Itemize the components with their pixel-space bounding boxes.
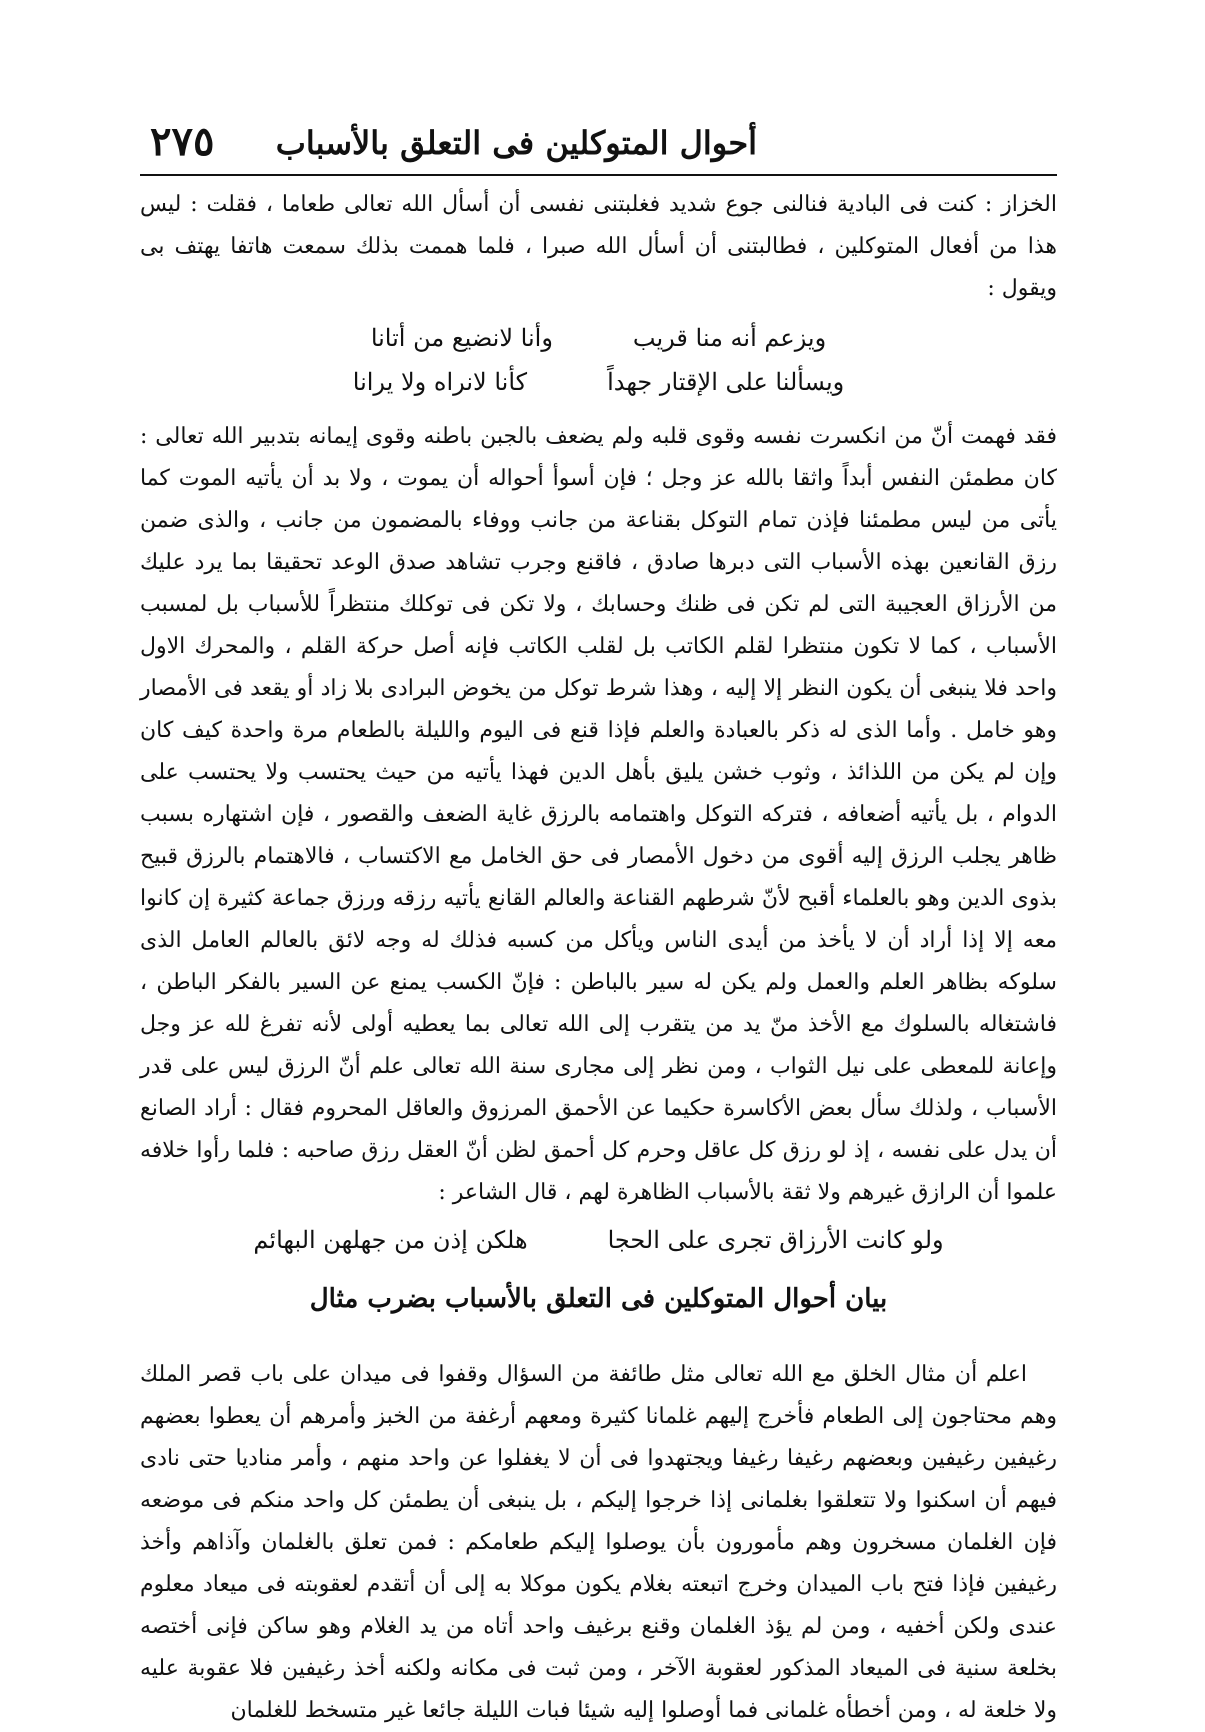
paragraph-2: فقد فهمت أنّ من انكسرت نفسه وقوى قلبه ولم يضعف بالجبن باطنه وقوى إيمانه بتدبير الله تعالى : كان مطمئن النفس أبداً واثقا بالله عز وجل ؛ فإن أسوأ أحواله أن يموت ، ولا بد أن يأتيه الموت كما يأتى من ليس مطمئنا فإذن تمام التوكل بقناعة من جانب ووفاء بالمضمون من جانب ، والذى ضمن رزق القانعين بهذه الأسباب التى دبرها صادق ، فاقنع وجرب تشاهد صدق الوعد تحقيقا بما يرد عليك من الأرزاق العجيبة التى لم تكن فى ظنك وحسابك ، ولا تكن فى توكلك منتظراً للأسباب بل لمسبب الأسباب ، كما لا تكون منتظرا لقلم الكاتب بل لقلب الكاتب فإنه أصل حركة القلم ، والمحرك الاول واحد فلا ينبغى أن يكون النظر إلا إليه ، وهذا شرط توكل من يخوض البرادى بلا زاد أو يقعد فى الأمصار وهو خامل . وأما الذى له ذكر بالعبادة والعلم فإذا قنع فى اليوم والليلة بالطعام مرة واحدة كيف كان وإن لم يكن من اللذائذ ، وثوب خشن يليق بأهل الدين فهذا يأتيه من حيث يحتسب ولا يحتسب على الدوام ، بل يأتيه أضعافه ، فتركه التوكل واهتمامه بالرزق غاية الضعف والقصور ، فإن اشتهاره بسبب ظاهر يجلب الرزق إليه أقوى من دخول الأمصار فى حق الخامل مع الاكتساب ، فالاهتمام بالرزق قبيح بذوى الدين وهو بالعلماء أقبح لأنّ شرطهم القناعة والعالم القانع يأتيه رزقه ورزق جماعة كثيرة إن كانوا معه إلا إذا أراد أن لا يأخذ من أيدى الناس ويأكل من كسبه فذلك له وجه لائق بالعالم العامل الذى سلوكه بظاهر العلم والعمل ولم يكن له سير بالباطن : فإنّ الكسب يمنع عن السير بالفكر الباطن ، فاشتغاله بالسلوك مع الأخذ منّ يد من يتقرب إلى الله تعالى بما يعطيه أولى لأنه تفرغ لله عز وجل وإعانة للمعطى على نيل الثواب ، ومن نظر إلى مجارى سنة الله تعالى علم أنّ الرزق ليس على قدر الأسباب ، ولذلك سأل بعض الأكاسرة حكيما عن الأحمق المرزوق والعاقل المحروم فقال : أراد الصانع أن يدل على نفسه ، إذ لو رزق كل عاقل وحرم كل أحمق لظن أنّ العقل رزق صاحبه : فلما رأوا خلافه علموا أن الرازق غيرهم ولا ثقة بالأسباب الظاهرة لهم ، قال الشاعر : xyxy=(140,424,1057,1205)
page-body xyxy=(140,184,1057,1732)
poem-verse-2 xyxy=(140,360,1057,404)
verse-2-second-hemistich: كأنا لانراه ولا يرانا xyxy=(352,368,528,396)
verse-1-first-hemistich: ويزعم أنه منا قريب xyxy=(632,324,827,352)
paragraph-1: الخزاز : كنت فى البادية فنالنى جوع شديد فغلبتنى نفسى أن أسأل الله تعالى طعاما ، فقلت : ليس هذا من أفعال المتوكلين ، فطالبتنى أن أسأل الله صبرا ، فلما هممت بذلك سمعت هاتفا يهتف بى ويقول : xyxy=(140,192,1058,301)
poem-block xyxy=(140,316,1057,404)
verse-1-second-hemistich: وأنا لانضيع من أتانا xyxy=(370,324,553,352)
running-title: أحوال المتوكلين فى التعلق بالأسباب xyxy=(275,124,757,162)
paragraph-3: اعلم أن مثال الخلق مع الله تعالى مثل طائفة من السؤال وقفوا فى ميدان على باب قصر الملك وهم محتاجون إلى الطعام فأخرج إليهم غلمانا كثيرة ومعهم أرغفة من الخبز وأمرهم أن يعطوا بعضهم رغيفين رغيفين وبعضهم رغيفا رغيفا ويجتهدوا فى أن لا يغفلوا عن واحد منهم ، وأمر مناديا حتى نادى فيهم أن اسكنوا ولا تتعلقوا بغلمانى إذا خرجوا إليكم ، بل ينبغى أن يطمئن كل واحد منكم فى موضعه فإن الغلمان مسخرون وهم مأمورون بأن يوصلوا إليكم طعامكم : فمن تعلق بالغلمان وآذاهم وأخذ رغيفين فإذا فتح باب الميدان وخرج اتبعته بغلام يكون موكلا به إلى أن أتقدم لعقوبته فى ميعاد معلوم عندى ولكن أخفيه ، ومن لم يؤذ الغلمان وقنع برغيف واحد أتاه من يد الغلام وهو ساكن فإنى أختصه بخلعة سنية فى الميعاد المذكور لعقوبة الآخر ، ومن ثبت فى مكانه ولكنه أخذ رغيفين فلا عقوبة عليه ولا خلعة له ، ومن أخطأه غلمانى فما أوصلوا إليه شيئا فبات الليلة جائعا غير متسخط للغلمان xyxy=(140,1362,1057,1723)
closing-verse-second-hemistich: هلكن إذن من جهلهن البهائم xyxy=(253,1226,528,1254)
section-heading: بيان أحوال المتوكلين فى التعلق بالأسباب بضرب مثال xyxy=(309,1284,888,1314)
poem-verse-1 xyxy=(140,316,1057,360)
page-number: ٢٧٥ xyxy=(150,118,215,165)
page-header xyxy=(140,112,1057,176)
closing-verse xyxy=(140,1218,1057,1262)
verse-2-first-hemistich: ويسألنا على الإقتار جهداً xyxy=(607,368,845,396)
closing-verse-first-hemistich: ولو كانت الأرزاق تجرى على الحجا xyxy=(607,1226,944,1254)
